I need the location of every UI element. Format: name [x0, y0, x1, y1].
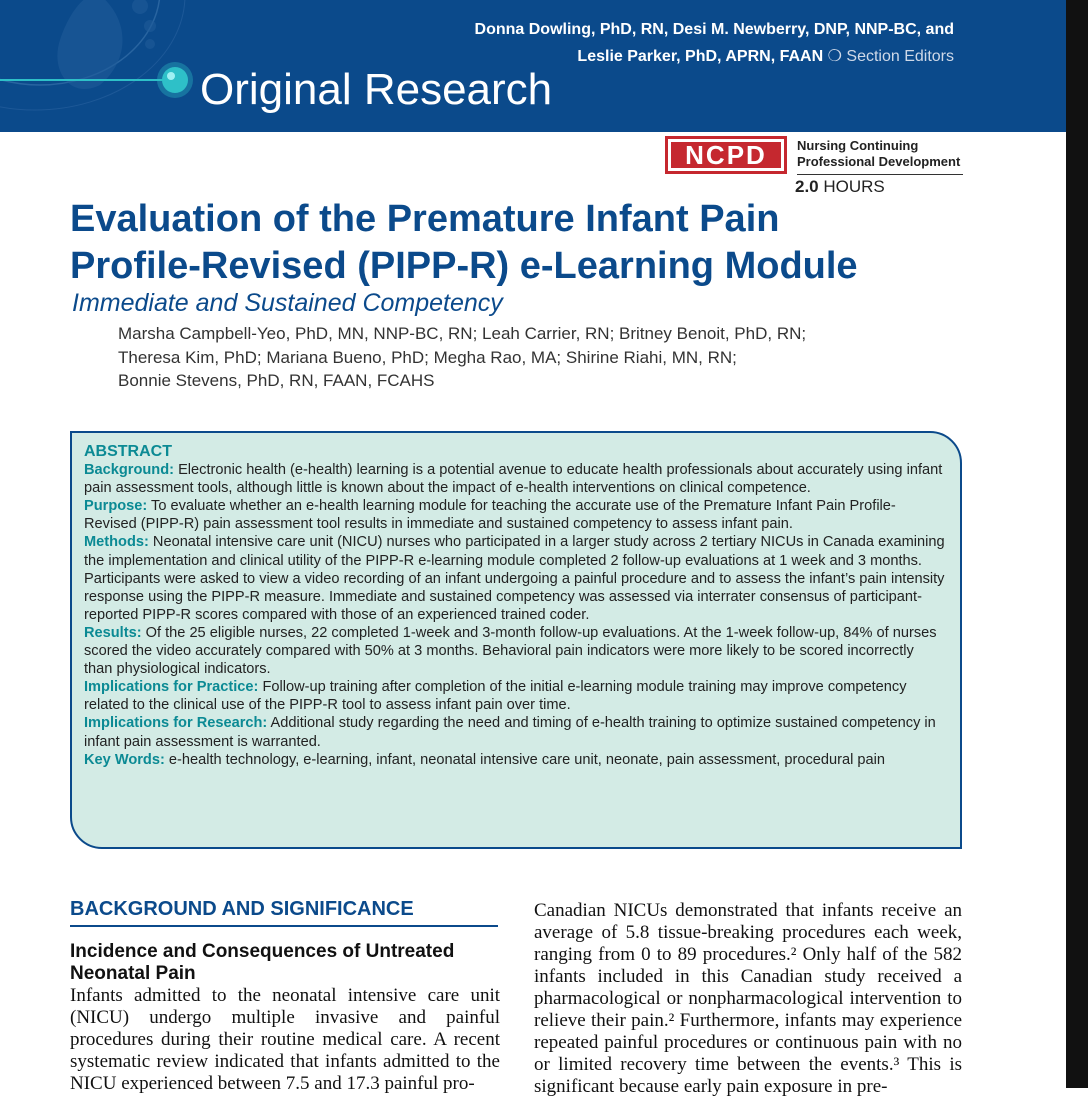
title-line-2: Profile-Revised (PIPP-R) e-Learning Module [70, 245, 858, 287]
header-band [0, 0, 1066, 132]
abstract-implications-practice [84, 678, 946, 714]
editors-line-1: Donna Dowling, PhD, RN, Desi M. Newberry, DNP, NNP-BC, and [474, 21, 954, 38]
abstract-implications-research [84, 714, 946, 750]
editors-role: Section Editors [846, 48, 954, 65]
abstract-methods [84, 533, 946, 623]
section-editors [475, 16, 954, 70]
abstract-keywords [84, 751, 946, 769]
abstract-text: Electronic health (e-health) learning is a potential avenue to educate health professionals about accurately using infant pain assessment tools, although little is known about the impact of e-health interventions on clinical competence. [84, 462, 943, 497]
abstract-results [84, 624, 946, 678]
abstract-purpose [84, 497, 946, 533]
body-paragraph-left: Infants admitted to the neonatal intensive care unit (NICU) undergo multiple invasive and painful procedures during their routine medical care. A recent systematic review indicated that infants admitted to the NICU experienced between 7.5 and 17.3 painful pro- [70, 985, 500, 1094]
article-subtitle: Immediate and Sustained Competency [72, 289, 503, 317]
section-heading: BACKGROUND AND SIGNIFICANCE [70, 898, 498, 927]
editors-separator-icon: ❍ [827, 48, 842, 65]
abstract-label: Key Words: [84, 751, 165, 768]
section-title: Original Research [200, 65, 553, 114]
abstract-label: Background: [84, 462, 174, 479]
abstract-text: To evaluate whether an e-health learning module for teaching the accurate use of the Premature Infant Pain Profile-Revised (PIPP-R) pain assessment tool results in immediate and sustained competency to assess infant pain. [84, 498, 896, 533]
abstract-label: Implications for Research: [84, 715, 268, 732]
authors-line-3: Bonnie Stevens, PhD, RN, FAAN, FCAHS [118, 371, 435, 390]
abstract-text: Neonatal intensive care unit (NICU) nurses who participated in a larger study across 2 tertiary NICUs in Canada examining the implementation and clinical utility of the PIPP-R e-learning module completed 2 follow-up evaluations at 1 week and 3 months. Participants were asked to view a video recording of an infant undergoing a painful procedure and to assess the infant’s pain intensity response using the PIPP-R measure. Immediate and sustained competency was assessed via interrater consensus of participant-reported PIPP-R scores compared with those of an experienced trained coder. [84, 534, 945, 623]
body-column-right [534, 900, 962, 1098]
ncpd-hours-unit: HOURS [823, 177, 885, 196]
abstract-heading: ABSTRACT [84, 443, 172, 460]
abstract-text: Additional study regarding the need and timing of e-health training to optimize sustained competency in infant pain assessment is warranted. [84, 715, 936, 750]
authors-line-2: Theresa Kim, PhD; Mariana Bueno, PhD; Megha Rao, MA; Shirine Riahi, MN, RN; [118, 347, 737, 367]
authors-line-1: Marsha Campbell-Yeo, PhD, MN, NNP-BC, RN; Leah Carrier, RN; Britney Benoit, PhD, RN; [118, 324, 807, 343]
abstract-box [70, 431, 962, 849]
abstract-label: Purpose: [84, 498, 148, 515]
ncpd-description [797, 138, 960, 170]
abstract-text: Follow-up training after completion of the initial e-learning module training may improve competency related to the clinical use of the PIPP-R tool to assess infant pain over time. [84, 679, 907, 714]
author-list [118, 322, 978, 393]
article-title [70, 196, 970, 290]
abstract-label: Methods: [84, 534, 149, 551]
ncpd-text-line-2: Professional Development [797, 154, 961, 169]
abstract-background [84, 461, 946, 497]
ncpd-divider [797, 174, 963, 175]
body-paragraph-right: Canadian NICUs demonstrated that infants receive an average of 5.8 tissue-breaking procedures each week, ranging from 0 to 89 procedures.² Only half of the 582 infants included in this Canadian study received a pharmacological or nonpharmacological intervention to relieve their pain.² Furthermore, infants may experience repeated painful procedures or continuous pain with no or limited recovery time between the events.³ This is significant because early pain exposure in pre- [534, 900, 962, 1097]
title-line-1: Evaluation of the Premature Infant Pain [70, 198, 780, 240]
ncpd-hours [795, 177, 885, 197]
body-column-left [70, 898, 500, 1095]
abstract-label: Results: [84, 624, 142, 641]
ncpd-text-line-1: Nursing Continuing [797, 138, 919, 153]
abstract-label: Implications for Practice: [84, 679, 259, 696]
ncpd-badge-label: NCPD [671, 142, 781, 168]
editors-line-2: Leslie Parker, PhD, APRN, FAAN [577, 48, 824, 65]
subsection-heading: Incidence and Consequences of Untreated Neonatal Pain [70, 941, 455, 984]
page-edge [1066, 0, 1088, 1088]
abstract-text: Of the 25 eligible nurses, 22 completed 1-week and 3-month follow-up evaluations. At the 1-week follow-up, 84% of nurses scored the video accurately compared with 50% at 3 months. Behavioral pain indicators were more likely to be scored incorrectly than physiological indicators. [84, 624, 937, 678]
ncpd-hours-value: 2.0 [795, 177, 819, 196]
ncpd-badge [665, 136, 787, 174]
abstract-text: e-health technology, e-learning, infant, neonatal intensive care unit, neonate, pain assessment, procedural pain [168, 751, 885, 768]
ncpd-block [665, 136, 965, 196]
